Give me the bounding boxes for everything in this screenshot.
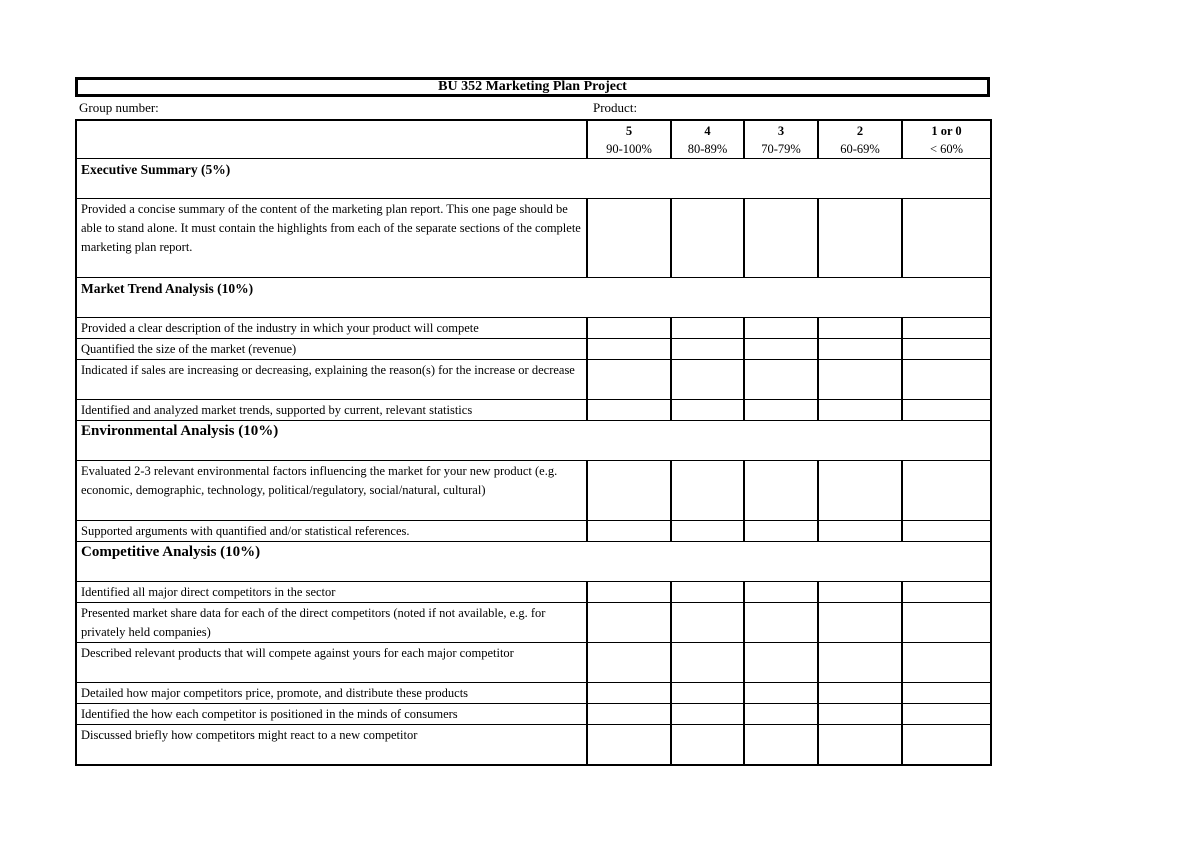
- score-cell[interactable]: [902, 582, 991, 603]
- score-cell[interactable]: [744, 603, 818, 643]
- score-cell[interactable]: [902, 683, 991, 704]
- section-heading: Executive Summary (5%): [76, 159, 991, 199]
- criterion-row: [76, 400, 991, 421]
- score-cell[interactable]: [744, 725, 818, 765]
- score-cell[interactable]: [744, 318, 818, 339]
- score-cell[interactable]: [818, 643, 902, 683]
- section-heading: Environmental Analysis (10%): [76, 421, 991, 461]
- criterion-row: [76, 643, 991, 683]
- score-cell[interactable]: [902, 603, 991, 643]
- score-cell[interactable]: [818, 199, 902, 278]
- score-cell[interactable]: [818, 318, 902, 339]
- score-cell[interactable]: [587, 683, 671, 704]
- score-cell[interactable]: [818, 683, 902, 704]
- score-cell[interactable]: [902, 360, 991, 400]
- document-title: BU 352 Marketing Plan Project: [75, 77, 990, 97]
- score-cell[interactable]: [744, 643, 818, 683]
- score-header-row: [76, 120, 991, 159]
- score-cell[interactable]: [671, 318, 744, 339]
- score-cell[interactable]: [744, 521, 818, 542]
- section-heading-row: [76, 159, 991, 199]
- score-cell[interactable]: [671, 704, 744, 725]
- criterion-row: [76, 199, 991, 278]
- header-blank-cell: [76, 120, 587, 159]
- score-cell[interactable]: [587, 603, 671, 643]
- score-cell[interactable]: [902, 461, 991, 521]
- score-cell[interactable]: [671, 521, 744, 542]
- criterion-row: [76, 582, 991, 603]
- section-heading-row: [76, 421, 991, 461]
- score-cell[interactable]: [671, 461, 744, 521]
- criterion-row: [76, 683, 991, 704]
- score-cell[interactable]: [818, 461, 902, 521]
- criterion-row: [76, 704, 991, 725]
- criterion-text: Provided a concise summary of the content of the marketing plan report. This one page should be able to stand alone. It must contain the highlights from each of the separate sections of the complete marketing plan report.: [76, 199, 587, 278]
- section-heading-row: [76, 278, 991, 318]
- score-column-2: 2 60-69%: [818, 120, 902, 159]
- score-cell[interactable]: [587, 725, 671, 765]
- score-cell[interactable]: [902, 199, 991, 278]
- criterion-row: [76, 360, 991, 400]
- score-cell[interactable]: [587, 199, 671, 278]
- criterion-text: Identified and analyzed market trends, supported by current, relevant statistics: [76, 400, 587, 421]
- score-cell[interactable]: [671, 643, 744, 683]
- score-cell[interactable]: [902, 725, 991, 765]
- score-cell[interactable]: [671, 400, 744, 421]
- criterion-text: Identified all major direct competitors in the sector: [76, 582, 587, 603]
- criterion-text: Evaluated 2-3 relevant environmental factors influencing the market for your new product (e.g. economic, demographic, technology, political/regulatory, social/natural, cultural): [76, 461, 587, 521]
- criterion-row: [76, 339, 991, 360]
- criterion-text: Described relevant products that will compete against yours for each major competitor: [76, 643, 587, 683]
- section-heading: Competitive Analysis (10%): [76, 542, 991, 582]
- score-cell[interactable]: [671, 603, 744, 643]
- criterion-text: Detailed how major competitors price, promote, and distribute these products: [76, 683, 587, 704]
- score-cell[interactable]: [587, 318, 671, 339]
- score-cell[interactable]: [587, 400, 671, 421]
- criterion-text: Quantified the size of the market (revenue): [76, 339, 587, 360]
- group-number-label: Group number:: [79, 100, 159, 115]
- score-cell[interactable]: [587, 521, 671, 542]
- score-cell[interactable]: [818, 582, 902, 603]
- group-product-line: [75, 97, 990, 119]
- criterion-row: [76, 603, 991, 643]
- criterion-row: [76, 461, 991, 521]
- criterion-text: Provided a clear description of the industry in which your product will compete: [76, 318, 587, 339]
- product-label: Product:: [593, 100, 638, 115]
- score-column-4: 4 80-89%: [671, 120, 744, 159]
- score-cell[interactable]: [587, 339, 671, 360]
- score-cell[interactable]: [902, 339, 991, 360]
- criterion-text: Indicated if sales are increasing or decreasing, explaining the reason(s) for the increase or decrease: [76, 360, 587, 400]
- section-heading-row: [76, 542, 991, 582]
- criterion-row: [76, 725, 991, 765]
- score-cell[interactable]: [744, 400, 818, 421]
- score-cell[interactable]: [818, 360, 902, 400]
- score-cell[interactable]: [587, 643, 671, 683]
- score-cell[interactable]: [902, 521, 991, 542]
- score-cell[interactable]: [744, 582, 818, 603]
- criterion-text: Supported arguments with quantified and/or statistical references.: [76, 521, 587, 542]
- score-cell[interactable]: [671, 683, 744, 704]
- section-heading: Market Trend Analysis (10%): [76, 278, 991, 318]
- score-cell[interactable]: [818, 603, 902, 643]
- rubric-sheet: [75, 77, 990, 766]
- score-column-1-or-0: 1 or 0 < 60%: [902, 120, 991, 159]
- score-column-3: 3 70-79%: [744, 120, 818, 159]
- score-cell[interactable]: [902, 704, 991, 725]
- criterion-text: Identified the how each competitor is positioned in the minds of consumers: [76, 704, 587, 725]
- score-cell[interactable]: [671, 360, 744, 400]
- score-cell[interactable]: [587, 582, 671, 603]
- score-cell[interactable]: [744, 339, 818, 360]
- score-cell[interactable]: [902, 400, 991, 421]
- score-cell[interactable]: [587, 704, 671, 725]
- score-cell[interactable]: [671, 725, 744, 765]
- criterion-row: [76, 318, 991, 339]
- criterion-text: Discussed briefly how competitors might react to a new competitor: [76, 725, 587, 765]
- score-cell[interactable]: [744, 704, 818, 725]
- score-cell[interactable]: [818, 704, 902, 725]
- score-cell[interactable]: [671, 339, 744, 360]
- score-cell[interactable]: [744, 461, 818, 521]
- score-cell[interactable]: [818, 521, 902, 542]
- criterion-text: Presented market share data for each of the direct competitors (noted if not available, e.g. for privately held companies): [76, 603, 587, 643]
- score-cell[interactable]: [818, 339, 902, 360]
- score-cell[interactable]: [818, 725, 902, 765]
- score-cell[interactable]: [902, 643, 991, 683]
- score-cell[interactable]: [671, 582, 744, 603]
- score-cell[interactable]: [744, 683, 818, 704]
- score-cell[interactable]: [587, 461, 671, 521]
- score-cell[interactable]: [818, 400, 902, 421]
- score-cell[interactable]: [744, 199, 818, 278]
- rubric-table: [75, 119, 992, 766]
- score-cell[interactable]: [671, 199, 744, 278]
- score-cell[interactable]: [902, 318, 991, 339]
- score-cell[interactable]: [744, 360, 818, 400]
- score-column-5: 5 90-100%: [587, 120, 671, 159]
- criterion-row: [76, 521, 991, 542]
- score-cell[interactable]: [587, 360, 671, 400]
